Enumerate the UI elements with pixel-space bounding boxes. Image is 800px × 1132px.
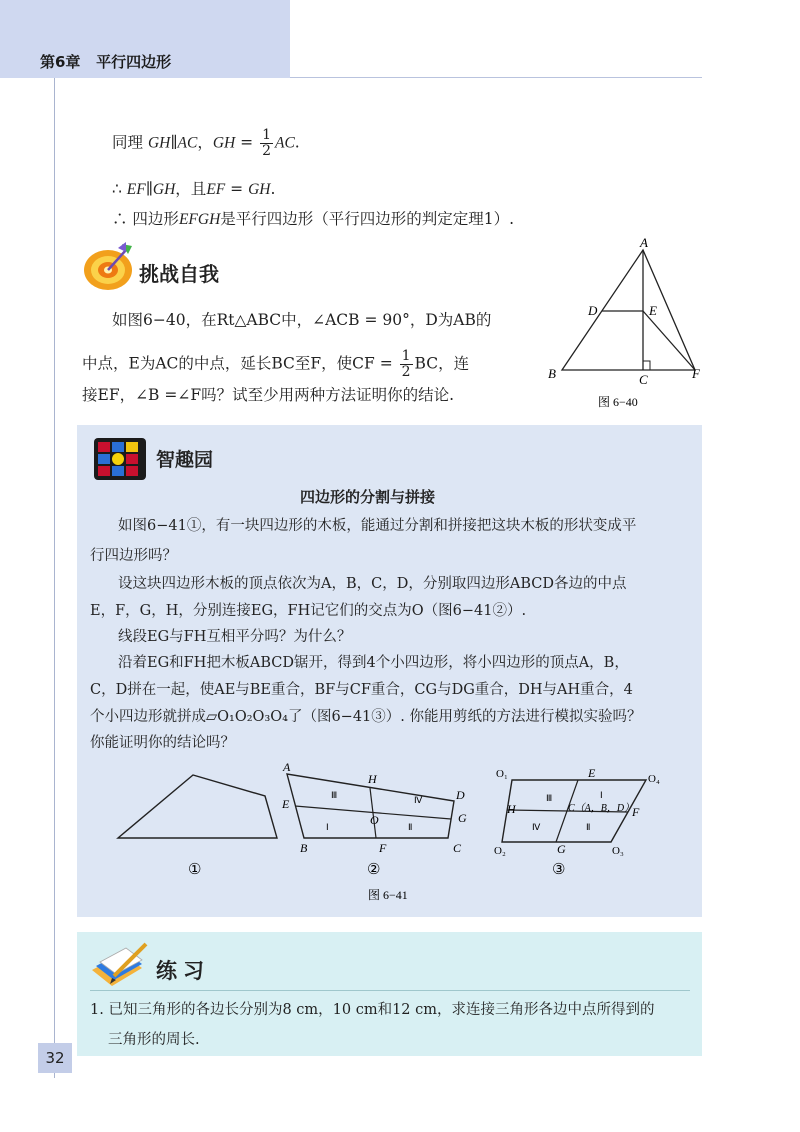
fig2-region-4: Ⅳ	[414, 795, 423, 805]
text: ，	[197, 133, 213, 152]
fun-line-4: E，F，G，H，分别连接EG，FH记它们的交点为O（图6−41②）.	[90, 603, 527, 619]
fun-line-5: 线段EG与FH互相平分吗？为什么？	[118, 629, 352, 645]
fig3-region-3: Ⅲ	[546, 793, 553, 803]
number-grid-icon	[92, 436, 148, 482]
fig3-label-O1: O₁	[496, 768, 508, 780]
fig-number-3: ③	[552, 862, 566, 878]
text: ，且	[175, 180, 207, 198]
text: BC，连	[414, 354, 470, 373]
label-D: D	[588, 303, 598, 318]
math: AC	[274, 134, 295, 152]
quadrilateral-1	[118, 775, 277, 838]
math: =	[225, 180, 249, 198]
exercise-rule	[90, 990, 690, 991]
text: 是平行四边形（平行四边形的判定定理1）.	[220, 210, 515, 228]
denominator: 2	[262, 143, 271, 159]
math: EF	[126, 181, 146, 198]
proof-line-3	[112, 208, 514, 231]
math: GH	[152, 181, 176, 198]
fig-number-1: ①	[188, 862, 202, 878]
proof-line-1	[112, 128, 300, 159]
figure-caption: 图 6−41	[368, 888, 408, 902]
math: EF	[206, 181, 226, 198]
margin-line	[54, 78, 55, 1078]
fun-line-8: 个小四边形就拼成▱O₁O₂O₃O₄了（图6−41③）. 你能用剪纸的方法进行模拟实验吗？	[90, 709, 642, 725]
exercise-title: 练习	[156, 959, 210, 983]
fig2-label-B: B	[300, 841, 308, 855]
math: =	[235, 133, 259, 152]
fun-title: 智趣园	[156, 449, 214, 471]
math: GH	[248, 181, 271, 198]
label-E: E	[649, 303, 657, 318]
fun-line-9: 你能证明你的结论吗？	[90, 735, 235, 751]
math: EFGH	[178, 211, 221, 228]
challenge-title: 挑战自我	[139, 262, 219, 286]
fig2-label-A: A	[283, 760, 291, 774]
fig3-center-label: C（A，B，D）	[568, 803, 635, 814]
fig2-label-G: G	[458, 811, 467, 825]
fig2-label-D: D	[456, 788, 465, 802]
math: AC	[177, 134, 198, 152]
fig2-region-2: Ⅱ	[408, 822, 413, 832]
fun-line-6: 沿着EG和FH把木板ABCD锯开，得到4个小四边形，将小四边形的顶点A，B，	[118, 655, 629, 671]
fig3-label-H: H	[507, 802, 516, 816]
text: .	[270, 180, 276, 198]
label-F: F	[692, 366, 700, 381]
fraction	[400, 349, 413, 380]
exercise-question-line-2: 三角形的周长.	[108, 1032, 200, 1048]
label-A: A	[640, 235, 648, 250]
therefore-symbol: ∴	[112, 180, 127, 198]
chapter-title: 平行四边形	[96, 53, 172, 71]
math: GH	[147, 134, 171, 152]
target-icon	[78, 238, 138, 293]
fig2-region-1: Ⅰ	[326, 822, 329, 832]
math: ∥	[145, 180, 153, 198]
fig3-region-4: Ⅳ	[532, 822, 541, 832]
fig3-region-1: Ⅰ	[600, 790, 603, 800]
fig3-label-F: F	[632, 805, 640, 819]
denominator: 2	[401, 364, 411, 380]
fig3-label-O3: O₃	[612, 845, 624, 857]
header-rule	[290, 77, 702, 78]
label-B: B	[548, 366, 556, 381]
exercise-question-line-1: 1. 已知三角形的各边长分别为8 cm，10 cm和12 cm，求连接三角形各边中点所得到的	[90, 1002, 655, 1018]
math: ∥	[170, 133, 178, 152]
challenge-text-line-2	[82, 349, 469, 380]
fig3-label-O4: O₄	[648, 773, 660, 785]
fig3-region-2: Ⅱ	[586, 822, 591, 832]
fun-line-2: 行四边形吗？	[90, 548, 177, 564]
challenge-text-line-3: 接EF，∠B =∠F吗？试至少用两种方法证明你的结论.	[82, 386, 455, 404]
challenge-text-line-1: 如图6−40，在Rt△ABC中，∠ACB = 90°，D为AB的	[112, 311, 492, 329]
proof-line-2	[112, 178, 275, 201]
text: 中点，E为AC的中点，延长BC至F，使CF =	[82, 354, 398, 373]
notebook-pencil-icon	[86, 940, 152, 990]
fig-number-2: ②	[367, 862, 381, 878]
numerator: 1	[262, 127, 271, 143]
fig3-label-O2: O₂	[494, 845, 506, 857]
text: 同理	[112, 133, 148, 152]
fig2-region-3: Ⅲ	[331, 790, 338, 800]
numerator: 1	[401, 348, 411, 364]
fun-line-7: C，D拼在一起，使AE与BE重合，BF与CF重合，CG与DG重合，DH与AH重合，4	[90, 682, 633, 698]
text: .	[294, 133, 300, 152]
figure-6-40	[540, 235, 710, 415]
math: GH	[212, 134, 236, 152]
fraction	[260, 128, 273, 159]
fig2-label-F: F	[379, 841, 387, 855]
fig2-label-C: C	[453, 841, 462, 855]
fig2-label-E: E	[282, 797, 290, 811]
fun-line-3: 设这块四边形木板的顶点依次为A，B，C，D，分别取四边形ABCD各边的中点	[118, 576, 627, 592]
fig3-label-E: E	[588, 766, 596, 780]
chapter-number: 第6章	[40, 53, 81, 71]
text: ∴ 四边形	[112, 210, 179, 228]
fig3-label-G: G	[557, 842, 566, 856]
label-C: C	[639, 372, 648, 387]
fun-subtitle: 四边形的分割与拼接	[300, 488, 436, 506]
figure-caption: 图 6−40	[598, 395, 638, 409]
fun-line-1: 如图6−41①，有一块四边形的木板，能通过分割和拼接把这块木板的形状变成平	[118, 518, 637, 534]
fig2-label-H: H	[368, 772, 377, 786]
fig2-label-O: O	[370, 813, 379, 827]
chapter-heading	[40, 51, 171, 72]
page-number: 32	[38, 1043, 72, 1073]
figure-6-41	[100, 758, 690, 908]
